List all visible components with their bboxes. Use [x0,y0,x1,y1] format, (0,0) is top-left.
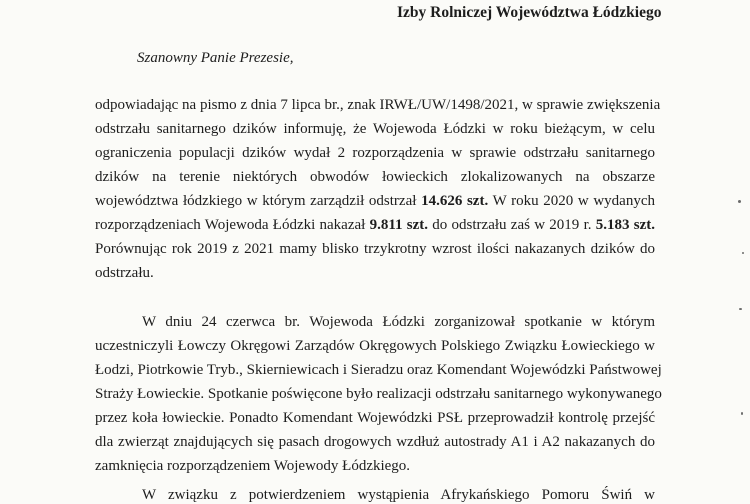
paragraph-line: Straży Łowieckie. Spotkanie poświęcone było realizacji odstrzału sanitarnego wykonywanego [95,386,662,402]
paragraph-line [95,192,655,210]
bold-count-2021: 14.626 szt. [421,193,489,209]
paragraph-line: Porównując rok 2019 z 2021 mamy blisko trzykrotny wzrost ilości nakazanych dzików do [95,241,655,257]
line-text: do odstrzału zaś w 2019 r. [432,217,592,233]
scan-speck [738,200,741,203]
paragraph-line: W związku z potwierdzeniem wystąpienia Afrykańskiego Pomoru Świń w [142,487,655,503]
bold-count-2019: 5.183 szt. [595,217,655,233]
paragraph-line: odstrzału sanitarnego dzików informuję, że Wojewoda Łódzki w roku bieżącym, w celu [95,121,655,137]
paragraph-line: zamknięcia rozporządzeniem Wojewody Łódzkiego. [95,458,411,474]
paragraph-line: odstrzału. [95,265,154,281]
paragraph-line: dla zwierząt znajdujących się pasach drogowych wzdłuż autostrady A1 i A2 nakazanych do [95,434,655,450]
salutation: Szanowny Panie Prezesie, [137,50,294,66]
paragraph-line: przez koła łowieckie. Ponadto Komendant Wojewódzki PSŁ przeprowadził kontrolę przejść [95,410,655,426]
scan-speck [741,412,743,415]
recipient-header: Izby Rolniczej Województwa Łódzkiego [397,4,662,21]
line-text: W roku 2020 w wydanych [492,193,655,209]
paragraph-line [95,216,655,234]
paragraph-line: ograniczenia populacji dzików wydał 2 rozporządzenia w sprawie odstrzału sanitarnego [95,145,655,161]
line-text: województwa łódzkiego w którym zarządził odstrzał [95,193,417,209]
scan-speck [742,252,744,254]
paragraph-line: uczestniczyli Łowczy Okręgowi Zarządów Okręgowych Polskiego Związku Łowieckiego w [95,338,655,354]
paragraph-line: odpowiadając na pismo z dnia 7 lipca br., znak IRWŁ/UW/1498/2021, w sprawie zwiększenia [95,97,661,113]
bold-count-2020: 9.811 szt. [369,217,429,233]
paragraph-line: Łodzi, Piotrkowie Tryb., Skierniewicach i Sieradzu oraz Komendant Wojewódzki Państwowej [95,362,662,378]
scan-speck [739,308,742,310]
paragraph-line: W dniu 24 czerwca br. Wojewoda Łódzki zorganizował spotkanie w którym [142,314,655,330]
paragraph-line: dzików na terenie niektórych obwodów łowieckich zlokalizowanych na obszarze [95,169,655,185]
line-text: rozporządzeniach Wojewoda Łódzki nakazał [95,217,366,233]
